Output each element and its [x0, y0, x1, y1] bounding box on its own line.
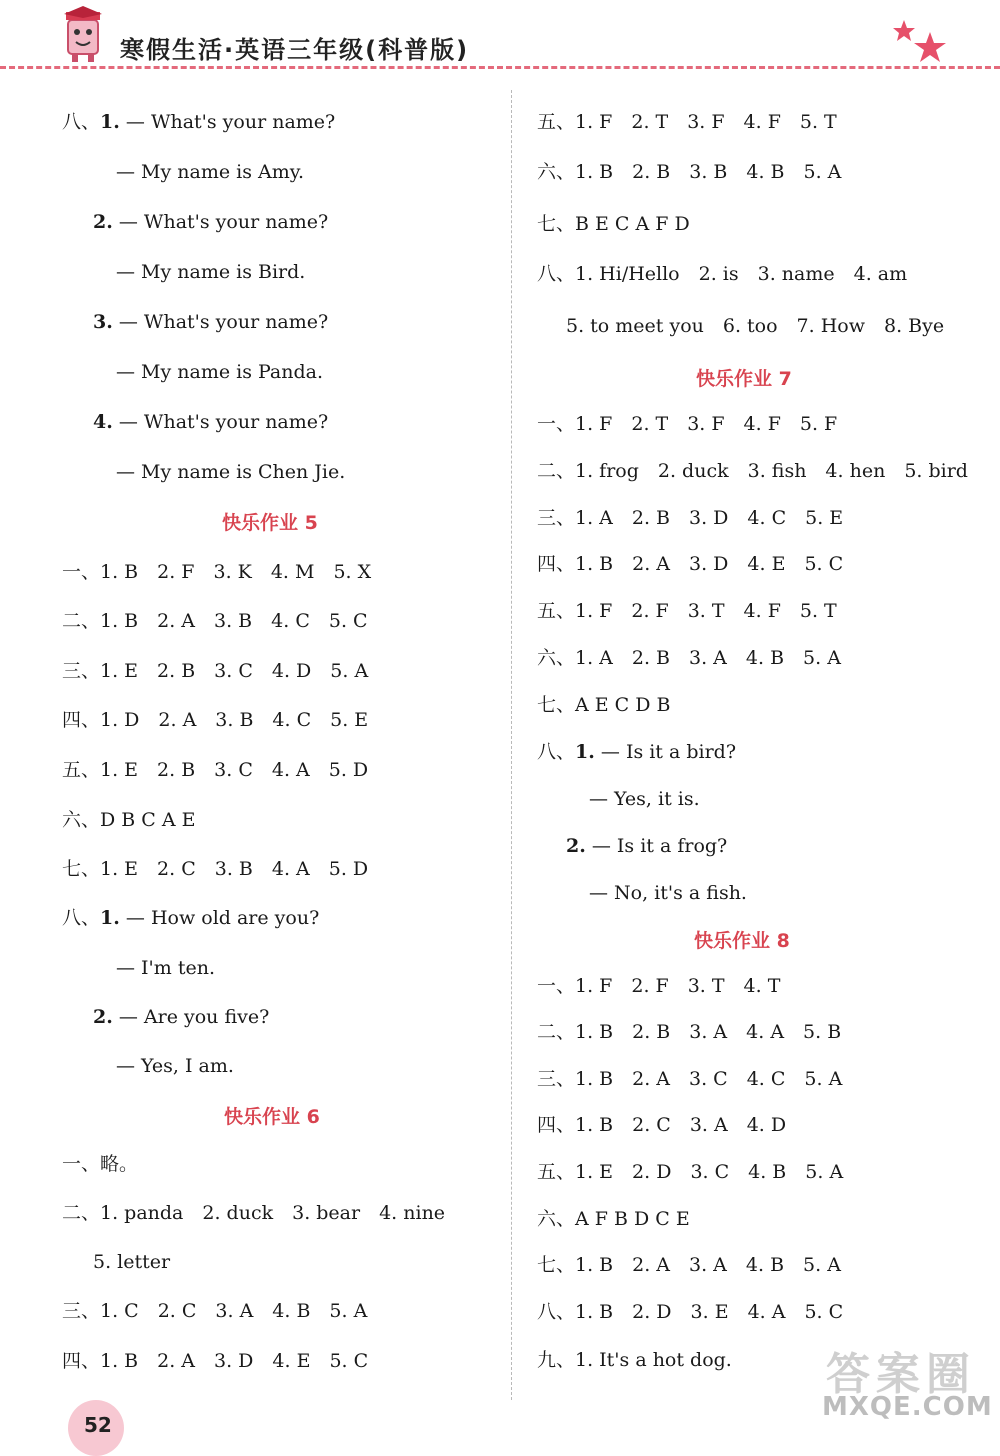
answer-line: 5. letter — [93, 1251, 171, 1273]
answer-line: — Yes, it is. — [589, 788, 700, 810]
answer-line: 一、1. F 2. T 3. F 4. F 5. F — [537, 413, 838, 435]
answer-line: 六、1. A 2. B 3. A 4. B 5. A — [537, 647, 841, 669]
answer-line: 4. — What's your name? — [93, 411, 329, 433]
book-mascot-icon — [58, 6, 108, 66]
answer-line: — My name is Chen Jie. — [116, 461, 346, 483]
watermark-logo: 答案圈 — [826, 1349, 976, 1400]
answer-line: 2. — What's your name? — [93, 211, 329, 233]
page-header — [0, 0, 1000, 76]
answer-line: 八、1. — How old are you? — [62, 907, 320, 929]
section-title: 快乐作业 6 — [224, 1106, 320, 1128]
section-title: 快乐作业 7 — [696, 368, 792, 390]
page-title: 寒假生活·英语三年级(科普版) — [120, 36, 470, 64]
answer-line: 一、1. F 2. F 3. T 4. T — [537, 975, 781, 997]
page-number-badge — [68, 1400, 124, 1456]
answer-line: — My name is Bird. — [116, 261, 306, 283]
answer-line: 三、1. C 2. C 3. A 4. B 5. A — [62, 1300, 368, 1322]
answer-line: 5. to meet you 6. too 7. How 8. Bye — [566, 315, 945, 337]
answer-line: 二、1. B 2. B 3. A 4. A 5. B — [537, 1021, 842, 1043]
answer-line: 四、1. B 2. C 3. A 4. D — [537, 1114, 787, 1136]
answer-line: 四、1. B 2. A 3. D 4. E 5. C — [537, 553, 844, 575]
page-number: 52 — [84, 1413, 112, 1437]
answer-line: — No, it's a fish. — [589, 882, 747, 904]
answer-line: 七、A E C D B — [537, 694, 671, 716]
star-icon — [890, 18, 950, 66]
column-divider — [511, 90, 512, 1400]
answer-line: 七、1. E 2. C 3. B 4. A 5. D — [62, 858, 369, 880]
answer-line: 四、1. D 2. A 3. B 4. C 5. E — [62, 709, 369, 731]
section-title: 快乐作业 8 — [694, 930, 790, 952]
answer-line: 六、1. B 2. B 3. B 4. B 5. A — [537, 161, 842, 183]
answer-line: 一、略。 — [62, 1153, 139, 1175]
answer-line: 五、1. E 2. D 3. C 4. B 5. A — [537, 1161, 844, 1183]
answer-line: 四、1. B 2. A 3. D 4. E 5. C — [62, 1350, 369, 1372]
answer-line: 九、1. It's a hot dog. — [537, 1349, 732, 1371]
header-divider — [0, 66, 1000, 69]
answer-line: 八、1. — Is it a bird? — [537, 741, 737, 763]
answer-line: 二、1. frog 2. duck 3. fish 4. hen 5. bird — [537, 460, 968, 482]
answer-line: 三、1. A 2. B 3. D 4. C 5. E — [537, 507, 844, 529]
answer-line: — I'm ten. — [116, 957, 215, 979]
answer-line: — My name is Panda. — [116, 361, 324, 383]
answer-line: 七、B E C A F D — [537, 213, 690, 235]
answer-line: 五、1. F 2. F 3. T 4. F 5. T — [537, 600, 837, 622]
answer-line: 八、1. B 2. D 3. E 4. A 5. C — [537, 1301, 844, 1323]
answer-line: 二、1. B 2. A 3. B 4. C 5. C — [62, 610, 368, 632]
answer-line: 八、1. Hi/Hello 2. is 3. name 4. am — [537, 263, 908, 285]
answer-line: 3. — What's your name? — [93, 311, 329, 333]
answer-line: 八、1. — What's your name? — [62, 111, 336, 133]
answer-line: 三、1. B 2. A 3. C 4. C 5. A — [537, 1068, 843, 1090]
watermark-text: MXQE.COM — [822, 1392, 993, 1422]
answer-line: 五、1. E 2. B 3. C 4. A 5. D — [62, 759, 369, 781]
answer-line: — Yes, I am. — [116, 1055, 234, 1077]
answer-line: 2. — Is it a frog? — [566, 835, 728, 857]
answer-line: 五、1. F 2. T 3. F 4. F 5. T — [537, 111, 837, 133]
answer-line: — My name is Amy. — [116, 161, 304, 183]
answer-line: 六、A F B D C E — [537, 1208, 690, 1230]
section-title: 快乐作业 5 — [222, 512, 318, 534]
answer-line: 2. — Are you five? — [93, 1006, 270, 1028]
answer-line: 二、1. panda 2. duck 3. bear 4. nine — [62, 1202, 446, 1224]
answer-line: 七、1. B 2. A 3. A 4. B 5. A — [537, 1254, 841, 1276]
answer-line: 一、1. B 2. F 3. K 4. M 5. X — [62, 561, 372, 583]
answer-line: 三、1. E 2. B 3. C 4. D 5. A — [62, 660, 369, 682]
answer-line: 六、D B C A E — [62, 809, 196, 831]
